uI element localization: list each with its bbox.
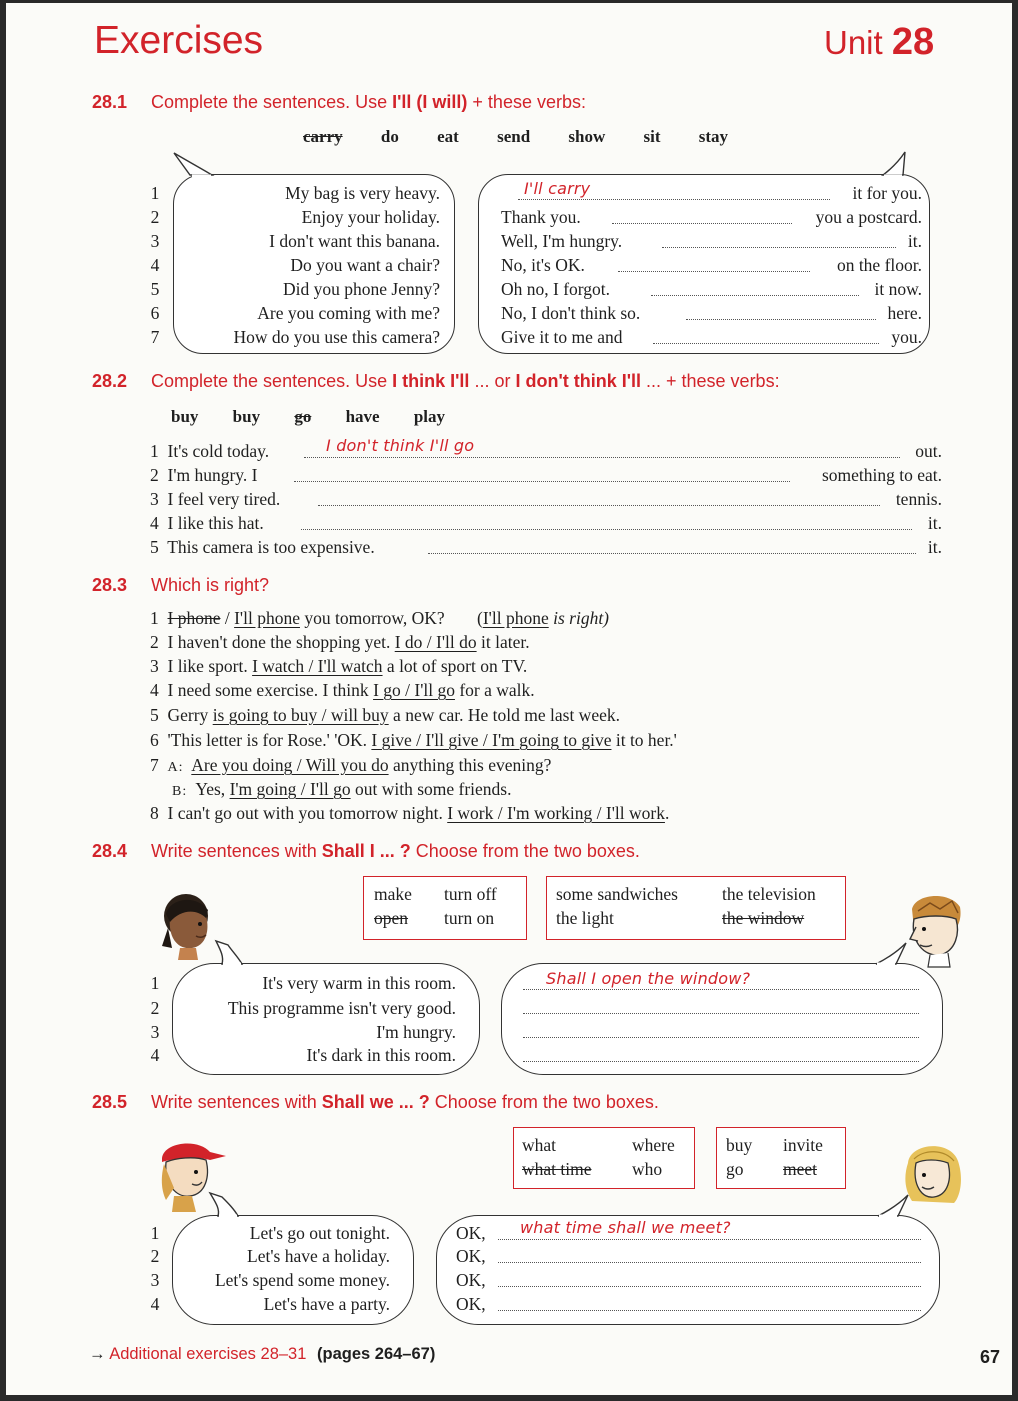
unit-label: Unit 28 (824, 21, 935, 63)
item-number: 4 (150, 255, 160, 275)
prompt-text: This programme isn't very good. (227, 998, 456, 1018)
additional-exercises-reference[interactable] (89, 1345, 435, 1364)
prompt-text: Are you coming with me? (257, 303, 440, 323)
list-item: 8 I can't go out with you tomorrow night. I work / I'm working / I'll work. (150, 803, 670, 823)
sentence-start: Thank you. (501, 207, 581, 227)
prompt-text: Let's have a party. (263, 1294, 390, 1314)
answer-blank[interactable] (523, 1037, 919, 1038)
prompt-text: Let's go out tonight. (249, 1223, 390, 1243)
bubble-tails (6, 1183, 1012, 1223)
section-number: 28.5 (92, 1092, 128, 1112)
ok-text: OK, (456, 1270, 486, 1290)
example-answer: Shall I open the window? (546, 969, 751, 988)
box-word: what (522, 1135, 557, 1155)
box-word: make (374, 884, 412, 904)
bubble-tails (6, 933, 1012, 973)
answer-blank[interactable] (498, 1286, 921, 1287)
box-word: open (374, 908, 409, 928)
prompt-text: It's very warm in this room. (262, 973, 456, 993)
verb-list: buy buy go have play (171, 407, 446, 426)
sentence-start: No, it's OK. (501, 255, 585, 275)
answer-blank[interactable] (662, 247, 896, 248)
item-number: 3 (150, 1022, 160, 1042)
answer-blank[interactable] (523, 1013, 919, 1014)
sentence-start: Well, I'm hungry. (501, 231, 623, 251)
list-item: 4 I like this hat. (150, 513, 264, 533)
sentence-end: something to eat. (821, 465, 942, 485)
prompt-text: Did you phone Jenny? (283, 279, 440, 299)
list-item: 5 This camera is too expensive. (150, 537, 375, 557)
answer-blank[interactable] (686, 319, 876, 320)
list-item: B: Yes, I'm going / I'll go out with some friends. (172, 779, 512, 799)
additional-exercises-link[interactable]: Additional exercises 28–31 (109, 1345, 307, 1363)
section-title: Complete the sentences. Use I think I'll ... or I don't think I'll ... + these verbs: (151, 371, 780, 391)
ok-text: OK, (456, 1294, 486, 1314)
example-answer: I don't think I'll go (326, 436, 475, 455)
answer-blank[interactable] (428, 553, 916, 554)
word-box-verbs (716, 1127, 846, 1189)
sentence-end: it. (907, 231, 922, 251)
answer-blank[interactable] (304, 457, 900, 458)
word-box-questions (513, 1127, 695, 1189)
box-word: who (632, 1159, 663, 1179)
box-word: buy (726, 1135, 753, 1155)
sentence-end: you a postcard. (815, 207, 922, 227)
sentence-end: it. (927, 513, 942, 533)
sentence-end: you. (891, 327, 922, 347)
answer-blank[interactable] (498, 1310, 921, 1311)
section-title: Which is right? (151, 575, 270, 595)
sentence-end: on the floor. (836, 255, 922, 275)
item-number: 3 (150, 231, 160, 251)
section-number: 28.1 (92, 92, 128, 112)
item-number: 5 (150, 279, 160, 299)
sentence-end: it. (927, 537, 942, 557)
answer-blank[interactable] (651, 295, 859, 296)
word-box-objects (546, 876, 846, 940)
section-number: 28.2 (92, 371, 128, 391)
list-item: 1 I phone / I'll phone you tomorrow, OK? (I'll phone is right) (150, 608, 610, 628)
sentence-end: it for you. (852, 183, 922, 203)
item-number: 2 (150, 1246, 160, 1266)
list-item: 1 It's cold today. (150, 441, 270, 461)
list-item: 5 Gerry is going to buy / will buy a new car. He told me last week. (150, 705, 620, 725)
item-number: 2 (150, 998, 160, 1018)
list-item: 7 A: Are you doing / Will you do anything this evening? (150, 755, 552, 775)
item-number: 1 (150, 183, 160, 203)
sentence-end: tennis. (895, 489, 942, 509)
answer-blank[interactable] (523, 989, 919, 990)
sentence-start: Give it to me and (501, 327, 623, 347)
word-box-verbs (363, 876, 527, 940)
prompt-text: I don't want this banana. (269, 231, 440, 251)
box-word: invite (783, 1135, 823, 1155)
answer-blank[interactable] (523, 1061, 919, 1062)
page-number: 67 (979, 1347, 1000, 1367)
answer-blank[interactable] (318, 505, 880, 506)
list-item: 4 I need some exercise. I think I go / I'll go for a walk. (150, 680, 535, 700)
sentence-end: it now. (874, 279, 922, 299)
list-item: 3 I feel very tired. (150, 489, 281, 509)
example-answer: what time shall we meet? (520, 1218, 731, 1237)
section-title: Complete the sentences. Use I'll (I will) + these verbs: (151, 92, 586, 112)
verb-list: carry do eat send show sit stay (303, 127, 729, 146)
page-title: Exercises (94, 19, 264, 62)
box-word: the window (722, 908, 805, 928)
list-item: 3 I like sport. I watch / I'll watch a lot of sport on TV. (150, 656, 528, 676)
box-word: the light (556, 908, 614, 928)
prompt-text: Enjoy your holiday. (301, 207, 440, 227)
item-number: 1 (150, 1223, 160, 1243)
answer-blank[interactable] (498, 1262, 921, 1263)
item-number: 4 (150, 1045, 160, 1065)
section-title: Write sentences with Shall I ... ? Choose from the two boxes. (151, 841, 640, 861)
prompt-text: Let's spend some money. (214, 1270, 390, 1290)
box-word: some sandwiches (556, 884, 678, 904)
prompt-text: Let's have a holiday. (247, 1246, 390, 1266)
answer-blank[interactable] (294, 481, 790, 482)
prompt-text: How do you use this camera? (233, 327, 440, 347)
box-word: the television (722, 884, 816, 904)
prompt-text: It's dark in this room. (306, 1045, 456, 1065)
item-number: 4 (150, 1294, 160, 1314)
pages-reference: (pages 264–67) (317, 1345, 436, 1363)
section-number: 28.3 (92, 575, 128, 595)
workbook-page (6, 3, 1012, 1395)
list-item: 2 I haven't done the shopping yet. I do / I'll do it later. (150, 632, 530, 652)
answer-blank[interactable] (301, 529, 912, 530)
prompt-text: I'm hungry. (376, 1022, 456, 1042)
prompt-text: Do you want a chair? (290, 255, 440, 275)
answer-blank[interactable] (653, 343, 879, 344)
box-word: go (726, 1159, 744, 1179)
sentence-end: here. (887, 303, 922, 323)
prompt-text: My bag is very heavy. (285, 183, 440, 203)
item-number: 1 (150, 973, 160, 993)
list-item: 2 I'm hungry. I (150, 465, 258, 485)
answer-blank[interactable] (618, 271, 810, 272)
answer-blank[interactable] (518, 199, 830, 200)
box-word: turn off (444, 884, 497, 904)
sentence-start: No, I don't think so. (501, 303, 641, 323)
item-number: 6 (150, 303, 160, 323)
item-number: 3 (150, 1270, 160, 1290)
answer-blank[interactable] (612, 223, 792, 224)
answer-blank[interactable] (498, 1239, 921, 1240)
box-word: turn on (444, 908, 495, 928)
item-number: 2 (150, 207, 160, 227)
list-item: 6 'This letter is for Rose.' 'OK. I give / I'll give / I'm going to give it to her.' (150, 730, 677, 750)
ok-text: OK, (456, 1246, 486, 1266)
item-number: 7 (150, 327, 160, 347)
sentence-end: out. (915, 441, 942, 461)
arrow-right-icon: → (89, 1345, 106, 1363)
example-answer: I'll carry (524, 179, 591, 198)
section-number: 28.4 (92, 841, 128, 861)
box-word: what time (522, 1159, 592, 1179)
box-word: meet (783, 1159, 818, 1179)
box-word: where (632, 1135, 675, 1155)
sentence-start: Oh no, I forgot. (501, 279, 611, 299)
section-title: Write sentences with Shall we ... ? Choose from the two boxes. (151, 1092, 659, 1112)
ok-text: OK, (456, 1223, 486, 1243)
